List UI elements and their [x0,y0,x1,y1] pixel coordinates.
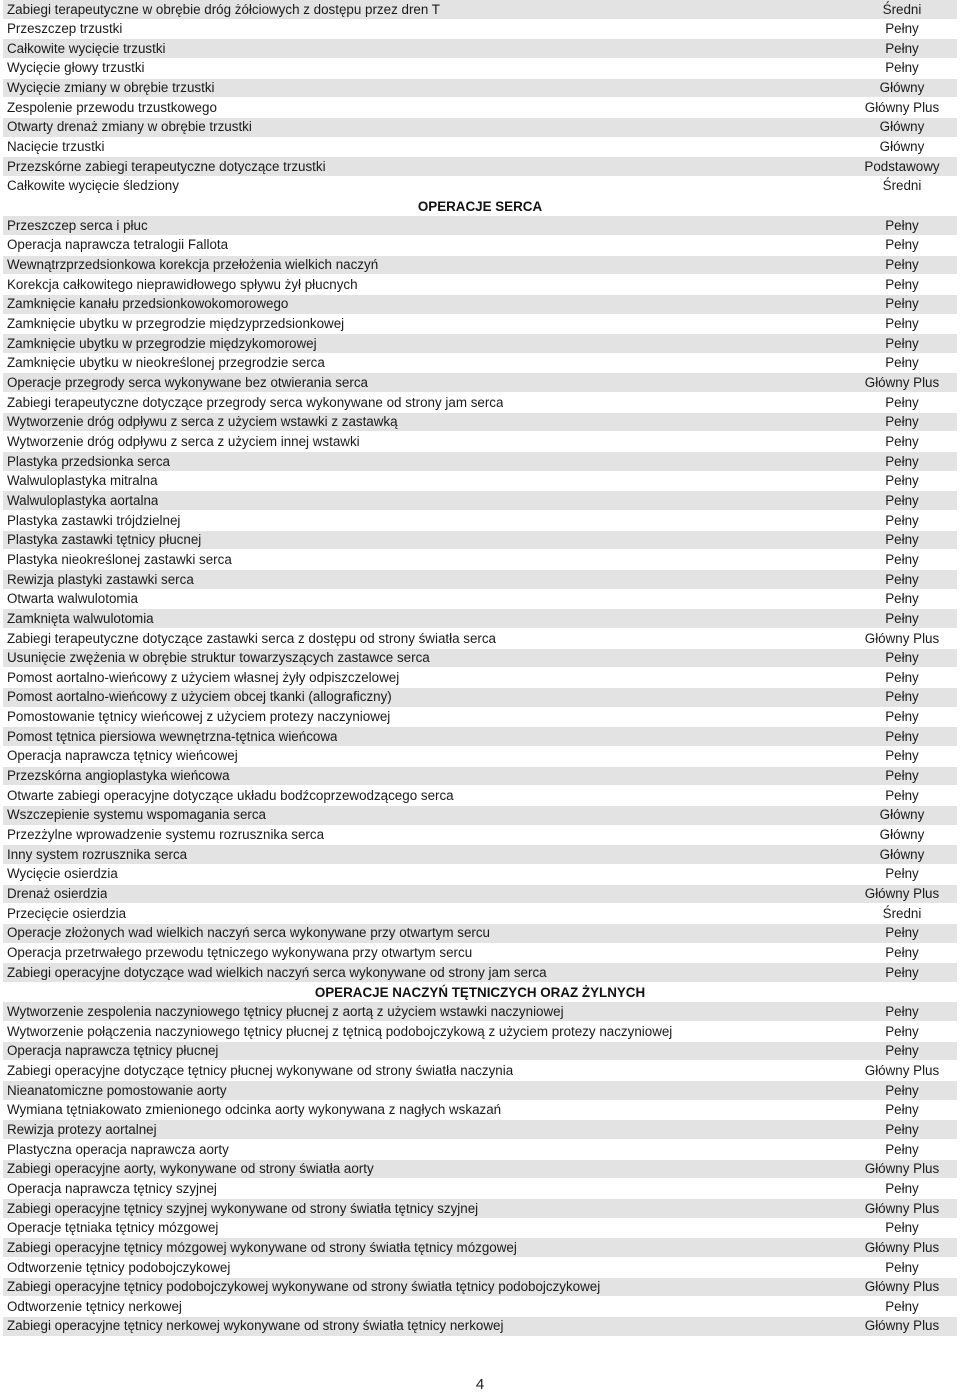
procedure-level: Pełny [885,296,919,312]
procedure-level: Pełny [885,1102,919,1118]
table-row [3,826,957,846]
procedure-name: Zabiegi operacyjne dotyczące tętnicy płucnej wykonywane od strony światła naczynia [7,1062,514,1078]
table-row [3,472,957,492]
procedure-name: Przeszczep serca i płuc [7,217,148,233]
table-row [3,786,957,806]
procedure-name: Wycięcie zmiany w obrębie trzustki [7,80,215,96]
procedure-name: Plastyka przedsionka serca [7,453,170,469]
procedure-name: Walwuloplastyka mitralna [7,473,158,489]
table-row [3,373,957,393]
table-row [3,649,957,669]
table-row [3,413,957,433]
procedures-table [3,0,957,1337]
procedure-name: Wszczepienie systemu wspomagania serca [7,807,266,823]
procedure-level: Pełny [885,689,919,705]
procedure-name: Wytworzenie dróg odpływu z serca z użyciem wstawki z zastawką [7,414,398,430]
procedure-level: Główny Plus [864,886,940,902]
table-row [3,1002,957,1022]
procedure-level: Pełny [885,1220,919,1236]
table-row [3,767,957,787]
procedure-name: Wytworzenie zespolenia naczyniowego tętnicy płucnej z aortą z użyciem wstawki naczyniowej [7,1003,564,1019]
procedure-name: Otwarty drenaż zmiany w obrębie trzustki [7,119,252,135]
procedure-name: Wymiana tętniakowato zmienionego odcinka aorty wykonywana z nagłych wskazań [7,1102,502,1118]
procedure-level: Główny Plus [864,374,940,390]
procedure-name: Całkowite wycięcie śledziony [7,178,179,194]
procedure-level: Pełny [885,257,919,273]
section-heading: OPERACJE SERCA [417,198,543,214]
procedure-name: Operacja naprawcza tętnicy płucnej [7,1043,219,1059]
procedure-level: Główny Plus [864,1279,940,1295]
procedure-level: Pełny [885,591,919,607]
procedure-name: Zabiegi operacyjne dotyczące wad wielkich naczyń serca wykonywane od strony jam serca [7,964,547,980]
table-row [3,1120,957,1140]
procedure-level: Pełny [885,1259,919,1275]
table-row [3,688,957,708]
procedure-name: Zamknięcie ubytku w nieokreślonej przegrodzie serca [7,355,325,371]
procedure-level: Pełny [885,866,919,882]
procedure-level: Pełny [885,728,919,744]
procedure-level: Pełny [885,276,919,292]
table-row [3,629,957,649]
table-row [3,1278,957,1298]
procedure-level: Pełny [885,709,919,725]
procedure-level: Główny [879,80,925,96]
table-row [3,354,957,374]
table-row [3,590,957,610]
procedure-level: Pełny [885,414,919,430]
procedure-name: Operacja przetrwałego przewodu tętniczego wykonywana przy otwartym sercu [7,945,473,960]
procedure-level: Pełny [885,768,919,784]
procedure-level: Pełny [885,1180,919,1196]
procedure-name: Rewizja protezy aortalnej [7,1121,157,1137]
procedure-name: Inny system rozrusznika serca [7,846,188,862]
procedure-name: Wytworzenie połączenia naczyniowego tętnicy płucnej z tętnicą podobojczykową z użyciem protezy naczyniowej [7,1023,673,1039]
table-row [3,570,957,590]
table-row [3,531,957,551]
table-row [3,845,957,865]
procedure-level: Pełny [885,1298,919,1314]
procedure-level: Główny [879,807,925,823]
table-row [3,1042,957,1062]
procedure-level: Pełny [885,492,919,508]
procedure-level: Pełny [885,217,919,233]
table-row [3,1160,957,1180]
procedure-name: Pomost aortalno-wieńcowy z użyciem własnej żyły odpiszczelowej [7,669,400,685]
procedure-name: Plastyka nieokreślonej zastawki serca [7,551,232,567]
procedure-name: Całkowite wycięcie trzustki [7,40,166,56]
procedure-name: Wytworzenie dróg odpływu z serca z użyciem innej wstawki [7,433,360,449]
procedure-name: Przezżylne wprowadzenie systemu rozrusznika serca [7,827,325,843]
procedure-level: Pełny [885,532,919,548]
procedure-level: Pełny [885,1141,919,1157]
procedure-name: Pomostowanie tętnicy wieńcowej z użyciem protezy naczyniowej [7,709,391,725]
procedure-name: Zabiegi terapeutyczne w obrębie dróg żółciowych z dostępu przez dren T [7,1,440,17]
table-row [3,1219,957,1239]
table-row [3,315,957,335]
procedure-name: Zabiegi terapeutyczne dotyczące zastawki serca z dostępu od strony światła serca [7,630,497,646]
procedure-level: Pełny [885,512,919,528]
table-row [3,1317,957,1337]
procedure-level: Pełny [885,650,919,666]
table-row [3,727,957,747]
table-row [3,177,957,197]
table-row [3,1179,957,1199]
procedure-name: Plastyka zastawki tętnicy płucnej [7,532,202,548]
procedure-name: Operacje złożonych wad wielkich naczyń serca wykonywane przy otwartym sercu [7,925,490,941]
procedure-level: Pełny [885,964,919,980]
table-row [3,944,957,964]
table-row [3,157,957,177]
table-row [3,708,957,728]
table-row [3,511,957,531]
procedure-name: Zabiegi operacyjne tętnicy mózgowej wykonywane od strony światła tętnicy mózgowej [7,1239,517,1255]
procedure-level: Pełny [885,355,919,371]
table-row [3,491,957,511]
procedure-level: Pełny [885,669,919,685]
table-row [3,1199,957,1219]
table-row [3,1258,957,1278]
procedure-level: Główny Plus [864,630,940,646]
procedure-name: Walwuloplastyka aortalna [7,492,159,508]
procedure-level: Pełny [885,394,919,410]
table-row [3,1081,957,1101]
procedure-level: Pełny [885,1003,919,1019]
table-row [3,79,957,99]
procedure-level: Pełny [885,1043,919,1059]
procedure-name: Operacja naprawcza tetralogii Fallota [7,237,229,253]
procedure-name: Przecięcie osierdzia [7,905,127,921]
table-row [3,1140,957,1160]
table-row [3,216,957,236]
procedure-name: Nieanatomiczne pomostowanie aorty [7,1082,227,1098]
procedure-level: Pełny [885,1023,919,1039]
procedure-level: Główny Plus [864,1318,940,1334]
procedure-name: Pomost aortalno-wieńcowy z użyciem obcej tkanki (allograficzny) [7,689,392,705]
procedure-name: Odtworzenie tętnicy nerkowej [7,1298,182,1314]
procedure-name: Zamknięcie ubytku w przegrodzie międzykomorowej [7,335,317,351]
table-row [3,20,957,40]
procedure-name: Otwarta walwulotomia [7,591,138,607]
table-row [3,275,957,295]
procedure-name: Zamknięcie kanału przedsionkowokomorowego [7,296,289,312]
procedure-level: Główny [879,139,925,155]
procedure-name: Operacje przegrody serca wykonywane bez otwierania serca [7,374,368,390]
procedure-name: Zabiegi terapeutyczne dotyczące przegrody serca wykonywane od strony jam serca [7,394,504,410]
table-row [3,1101,957,1121]
procedure-name: Zamknięta walwulotomia [7,610,154,626]
table-row [3,236,957,256]
procedure-level: Pełny [885,237,919,253]
table-row [3,1297,957,1317]
procedure-name: Drenaż osierdzia [7,886,108,902]
procedure-level: Główny Plus [864,1200,940,1216]
table-row [3,806,957,826]
procedure-level: Pełny [885,551,919,567]
procedure-name: Zamknięcie ubytku w przegrodzie międzyprzedsionkowej [7,316,345,331]
table-row [3,550,957,570]
table-row [3,1061,957,1081]
procedure-level: Pełny [885,610,919,626]
procedure-level: Główny Plus [864,99,940,115]
procedure-level: Pełny [885,1082,919,1098]
procedure-name: Zabiegi operacyjne tętnicy szyjnej wykonywane od strony światła tętnicy szyjnej [7,1200,479,1216]
table-row [3,963,957,983]
procedure-level: Średni [882,1,922,17]
procedure-level: Pełny [885,473,919,489]
procedure-level: Pełny [885,1121,919,1137]
procedure-name: Usunięcie zwężenia w obrębie struktur towarzyszących zastawce serca [7,650,430,666]
procedure-name: Plastyka zastawki trójdzielnej [7,512,181,528]
procedure-name: Zabiegi operacyjne tętnicy podobojczykowej wykonywane od strony światła tętnicy podobojczykowej [7,1279,601,1295]
procedure-level: Główny [879,119,925,135]
table-row [3,668,957,688]
table-row [3,39,957,59]
procedure-level: Pełny [885,787,919,803]
table-row [3,885,957,905]
procedure-name: Otwarte zabiegi operacyjne dotyczące układu bodźcoprzewodzącego serca [7,787,454,803]
table-row [3,904,957,924]
procedure-level: Pełny [885,40,919,56]
table-row [3,334,957,354]
table-row [3,432,957,452]
procedure-level: Średni [882,178,922,194]
table-row [3,452,957,472]
procedure-level: Pełny [885,925,919,941]
procedure-level: Pełny [885,433,919,449]
table-row [3,609,957,629]
procedure-name: Przezskórna angioplastyka wieńcowa [7,768,230,784]
procedure-name: Zespolenie przewodu trzustkowego [7,99,217,115]
table-row [3,865,957,885]
procedure-level: Główny [879,846,925,862]
procedure-name: Operacja naprawcza tętnicy wieńcowej [7,748,238,764]
procedure-level: Pełny [885,453,919,469]
procedure-name: Wycięcie głowy trzustki [7,60,145,76]
procedure-name: Przezskórne zabiegi terapeutyczne dotyczące trzustki [7,158,326,174]
procedure-level: Główny Plus [864,1062,940,1078]
procedure-level: Pełny [885,60,919,76]
procedure-name: Zabiegi operacyjne aorty, wykonywane od strony światła aorty [7,1161,374,1177]
table-row [3,0,957,20]
table-row [3,924,957,944]
table-row [3,118,957,138]
procedure-level: Podstawowy [864,158,940,174]
table-row [3,59,957,79]
procedure-level: Pełny [885,945,919,960]
procedure-name: Wewnątrzprzedsionkowa korekcja przełożenia wielkich naczyń [7,257,379,273]
procedure-level: Pełny [885,335,919,351]
procedure-level: Pełny [885,748,919,764]
table-row [3,1022,957,1042]
table-row [3,138,957,158]
procedure-level: Główny Plus [864,1161,940,1177]
procedure-level: Główny [879,827,925,843]
page-number: 4 [475,1376,485,1393]
procedure-level: Pełny [885,571,919,587]
procedure-name: Operacja naprawcza tętnicy szyjnej [7,1180,217,1196]
table-row [3,393,957,413]
procedure-name: Operacje tętniaka tętnicy mózgowej [7,1220,219,1236]
procedure-name: Plastyczna operacja naprawcza aorty [7,1141,229,1157]
table-row [3,295,957,315]
procedure-level: Pełny [885,21,919,37]
procedure-level: Główny Plus [864,1239,940,1255]
procedure-name: Odtworzenie tętnicy podobojczykowej [7,1259,231,1275]
procedure-name: Wycięcie osierdzia [7,866,118,882]
procedure-name: Rewizja plastyki zastawki serca [7,571,194,587]
procedure-name: Nacięcie trzustki [7,139,105,155]
table-row [3,256,957,276]
procedure-name: Zabiegi operacyjne tętnicy nerkowej wykonywane od strony światła tętnicy nerkowej [7,1318,504,1334]
procedure-name: Korekcja całkowitego nieprawidłowego spływu żył płucnych [7,276,358,292]
table-row [3,98,957,118]
procedure-name: Pomost tętnica piersiowa wewnętrzna-tętnica wieńcowa [7,728,338,744]
section-heading: OPERACJE NACZYŃ TĘTNICZYCH ORAZ ŻYLNYCH [314,984,646,1000]
table-row [3,1238,957,1258]
table-row [3,747,957,767]
procedure-level: Pełny [885,316,919,331]
procedure-name: Przeszczep trzustki [7,21,123,37]
procedure-level: Średni [882,905,922,921]
